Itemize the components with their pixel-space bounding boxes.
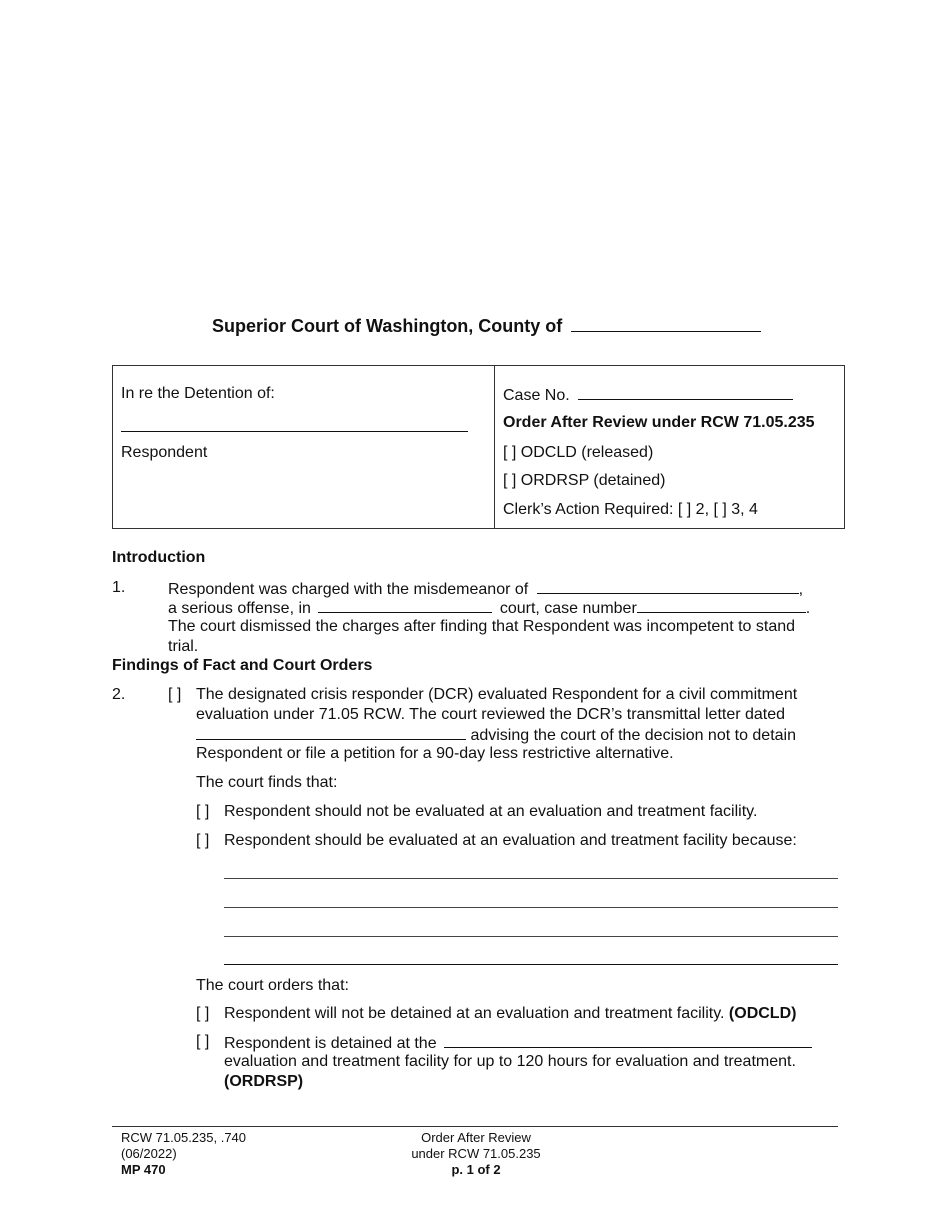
footer-title-2: under RCW 71.05.235 [411, 1146, 541, 1161]
intro-line-3: The court dismissed the charges after finding that Respondent was incompetent to stand [168, 618, 796, 635]
footer-page: p. 1 of 2 [451, 1162, 501, 1177]
reason-line-4[interactable] [224, 964, 838, 965]
footer-center [376, 1130, 576, 1178]
footer-date: (06/2022) [121, 1146, 177, 1161]
footer-rcw: RCW 71.05.235, .740 [121, 1130, 247, 1145]
intro-line1-text: Respondent was charged with the misdemeanor of [168, 581, 529, 598]
order-option-1-code: (ODCLD) [728, 1005, 797, 1022]
item-2-checkbox[interactable]: [ ] [168, 686, 182, 703]
find-option-1-checkbox[interactable]: [ ] [196, 803, 210, 820]
findings-line3-text: advising the court of the decision not to detain [470, 727, 796, 744]
intro-line-2 [168, 598, 810, 618]
court-title [212, 316, 761, 337]
order-option-1-checkbox[interactable]: [ ] [196, 1005, 210, 1022]
respondent-label: Respondent [121, 444, 208, 461]
find-option-1: Respondent should not be evaluated at an evaluation and treatment facility. [224, 803, 758, 820]
footer-left [121, 1130, 246, 1178]
respondent-name-field[interactable] [121, 431, 468, 432]
facility-name-field[interactable] [444, 1033, 812, 1048]
case-number-field[interactable] [578, 385, 793, 400]
case-number-row [503, 385, 793, 405]
footer-title-1: Order After Review [421, 1130, 531, 1145]
findings-heading: Findings of Fact and Court Orders [112, 657, 373, 674]
court-finds-label: The court finds that: [196, 774, 338, 791]
findings-line-3 [196, 725, 796, 745]
intro-line2-period: . [805, 600, 811, 617]
find-option-2: Respondent should be evaluated at an evaluation and treatment facility because: [224, 832, 797, 849]
court-name-field[interactable] [318, 598, 492, 613]
order-option-1-text: Respondent will not be detained at an evaluation and treatment facility. [224, 1005, 725, 1022]
findings-line-1: The designated crisis responder (DCR) evaluated Respondent for a civil commitment [196, 686, 798, 703]
findings-line-2: evaluation under 71.05 RCW. The court reviewed the DCR’s transmittal letter dated [196, 706, 786, 723]
intro-line1-comma: , [798, 581, 804, 598]
footer-divider [112, 1126, 838, 1127]
order-option-1 [224, 1005, 796, 1023]
intro-line-4: trial. [168, 638, 199, 655]
intro-line2-middle: court, case number [499, 600, 637, 617]
transmittal-date-field[interactable] [196, 725, 466, 740]
intro-line2-text: a serious offense, in [168, 600, 311, 617]
order-title: Order After Review under RCW 71.05.235 [503, 414, 815, 431]
item-2-number: 2. [112, 686, 126, 703]
case-no-label: Case No. [503, 387, 570, 404]
caption-divider [494, 366, 495, 528]
court-orders-label: The court orders that: [196, 977, 349, 994]
county-field[interactable] [571, 317, 761, 332]
order-option-2-text: Respondent is detained at the [224, 1035, 437, 1052]
item-1-number: 1. [112, 579, 126, 596]
order-option-2-checkbox[interactable]: [ ] [196, 1033, 210, 1050]
footer-form-number: MP 470 [121, 1162, 166, 1177]
intro-line-1 [168, 579, 803, 599]
introduction-heading: Introduction [112, 549, 206, 566]
order-option-2-line-1 [224, 1033, 812, 1053]
case-number-intro-field[interactable] [637, 598, 806, 613]
order-option-2-code: (ORDRSP) [224, 1073, 304, 1090]
clerk-action: Clerk’s Action Required: [ ] 2, [ ] 3, 4 [503, 501, 758, 518]
findings-line-4: Respondent or file a petition for a 90-day less restrictive alternative. [196, 745, 674, 762]
court-title-text: Superior Court of Washington, County of [212, 316, 563, 336]
ordrsp-option[interactable]: [ ] ORDRSP (detained) [503, 472, 666, 489]
reason-line-2[interactable] [224, 907, 838, 908]
misdemeanor-field[interactable] [537, 579, 799, 594]
find-option-2-checkbox[interactable]: [ ] [196, 832, 210, 849]
in-re-label: In re the Detention of: [121, 385, 275, 402]
order-option-2-line-2: evaluation and treatment facility for up to 120 hours for evaluation and treatment. [224, 1053, 796, 1070]
odcld-option[interactable]: [ ] ODCLD (released) [503, 444, 654, 461]
reason-line-3[interactable] [224, 936, 838, 937]
reason-line-1[interactable] [224, 878, 838, 879]
